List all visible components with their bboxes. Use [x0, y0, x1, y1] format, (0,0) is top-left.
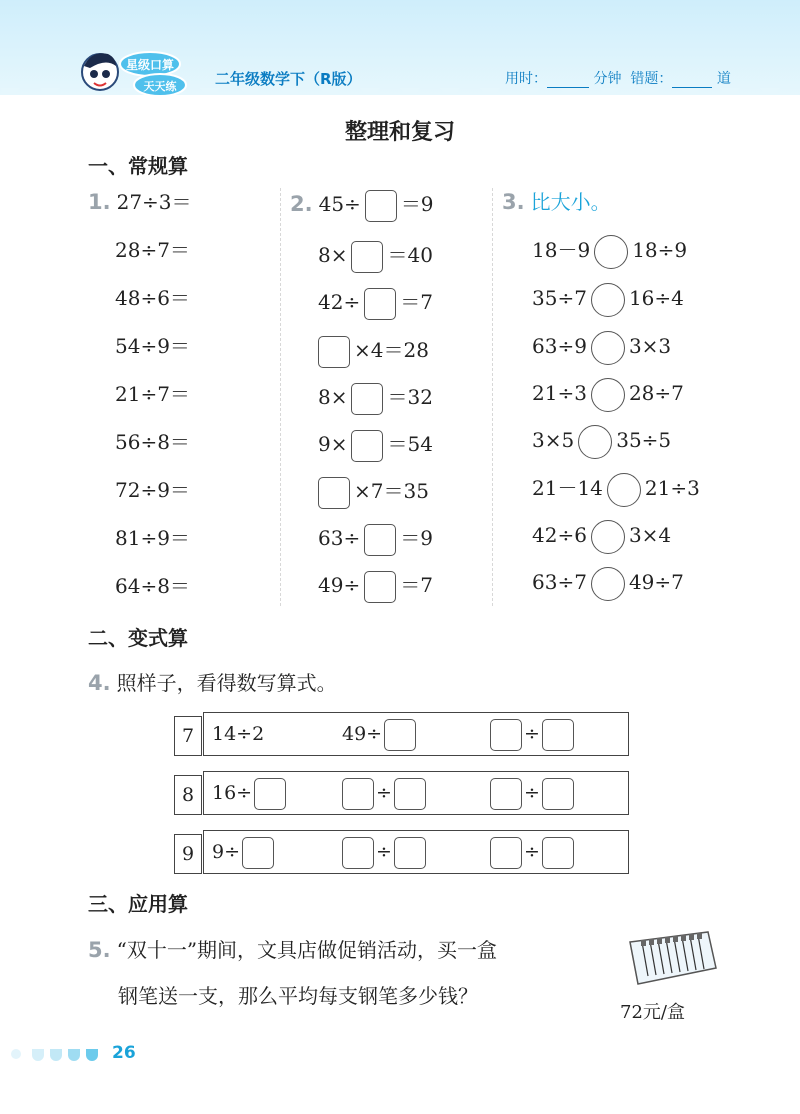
q3-left: 21－14	[532, 476, 603, 500]
answer-box[interactable]	[490, 837, 522, 869]
answer-box[interactable]	[394, 778, 426, 810]
time-label: 用时：	[505, 71, 547, 87]
q3-right: 16÷4	[628, 286, 684, 310]
q2-item	[318, 286, 433, 320]
q1-expression: 27÷3＝	[116, 190, 192, 214]
q4-pre: 49÷	[342, 723, 383, 745]
q3-item	[532, 377, 684, 412]
answer-box[interactable]	[365, 190, 397, 222]
compare-circle[interactable]	[591, 520, 625, 554]
q3-number: 3.	[502, 190, 525, 214]
logo-line1: 星级口算	[125, 58, 175, 72]
q1-item: 54÷9＝	[115, 334, 190, 358]
answer-box[interactable]	[542, 719, 574, 751]
count-label: 道	[716, 71, 731, 87]
q2-item	[318, 428, 433, 462]
q2-pre: 45÷	[318, 192, 361, 216]
pencil-box-icon	[624, 928, 720, 990]
q2-post: ＝9	[400, 192, 434, 216]
section2-title: 二、变式算	[88, 626, 188, 650]
q3-right: 3×3	[628, 334, 672, 358]
q1-item: 48÷6＝	[115, 286, 190, 310]
compare-circle[interactable]	[591, 567, 625, 601]
q2-item	[318, 569, 433, 603]
answer-box[interactable]	[384, 719, 416, 751]
compare-circle[interactable]	[594, 235, 628, 269]
q1-item: 56÷8＝	[115, 430, 190, 454]
errors-label: 错题：	[630, 71, 673, 87]
q3-right: 49÷7	[628, 570, 684, 594]
q3-item	[532, 424, 671, 459]
section3-title: 三、应用算	[88, 892, 188, 916]
q3-left: 35÷7	[532, 286, 587, 310]
q5-text-1: “双十一”期间，文具店做促销活动，买一盒	[116, 938, 498, 962]
q3-item	[532, 330, 671, 365]
q4-expression	[212, 776, 288, 810]
answer-box[interactable]	[342, 837, 374, 869]
q4-div-sign: ÷	[376, 841, 392, 863]
q2-item	[318, 522, 433, 556]
q4-row	[203, 712, 629, 756]
q3-item	[532, 234, 687, 269]
section1-title: 一、常规算	[88, 154, 188, 178]
q2-post: ＝9	[400, 526, 433, 550]
q4-expression	[342, 717, 418, 751]
q4-pre: 16÷	[212, 782, 253, 804]
q4-expression	[212, 835, 276, 869]
time-blank[interactable]	[547, 73, 589, 88]
q2-number: 2.	[290, 192, 313, 216]
page-title: 整理和复习	[344, 120, 455, 145]
price-label: 72元/盒	[620, 1002, 685, 1023]
q3-left: 42÷6	[532, 523, 587, 547]
q2-post: ＝40	[387, 243, 433, 267]
q1-item: 64÷8＝	[115, 574, 190, 598]
q1-item: 81÷9＝	[115, 526, 190, 550]
minutes-label: 分钟	[593, 71, 622, 87]
q4-result: 9	[174, 834, 202, 874]
usage-record	[505, 68, 731, 88]
errors-blank[interactable]	[672, 73, 712, 88]
answer-box[interactable]	[318, 336, 350, 368]
q2-pre: 42÷	[318, 290, 361, 314]
q4-result: 8	[174, 775, 202, 815]
q3-right: 18÷9	[632, 238, 688, 262]
q2-pre: 9×	[318, 432, 348, 456]
q3-heading	[502, 186, 611, 218]
q3-left: 21÷3	[532, 381, 587, 405]
q2-post: ×7＝35	[354, 479, 429, 503]
column-divider-1	[280, 188, 281, 606]
q2-item	[290, 188, 434, 222]
q4-pre: 9÷	[212, 841, 241, 863]
q4-expression	[488, 835, 576, 869]
q2-pre: 63÷	[318, 526, 361, 550]
answer-box[interactable]	[490, 778, 522, 810]
q4-div-sign: ÷	[524, 723, 540, 745]
answer-box[interactable]	[394, 837, 426, 869]
q3-right: 35÷5	[616, 428, 672, 452]
q5-line2: 钢笔送一支，那么平均每支钢笔多少钱？	[118, 984, 478, 1008]
q2-post: ×4＝28	[354, 338, 429, 362]
q2-post: ＝7	[400, 573, 433, 597]
q4-result: 7	[174, 716, 202, 756]
footer-decoration-icon	[10, 1046, 110, 1062]
q1-number: 1.	[88, 190, 111, 214]
q1-item: 28÷7＝	[115, 238, 190, 262]
q3-item	[532, 519, 671, 554]
answer-box[interactable]	[351, 383, 383, 415]
q3-left: 63÷9	[532, 334, 587, 358]
q4-expression	[340, 776, 428, 810]
compare-circle[interactable]	[591, 331, 625, 365]
answer-box[interactable]	[542, 837, 574, 869]
q2-post: ＝54	[387, 432, 433, 456]
q1-item: 72÷9＝	[115, 478, 190, 502]
q3-item	[532, 282, 684, 317]
answer-box[interactable]	[351, 241, 383, 273]
compare-circle[interactable]	[607, 473, 641, 507]
answer-box[interactable]	[242, 837, 274, 869]
q5-line1	[88, 934, 497, 963]
compare-circle[interactable]	[578, 425, 612, 459]
q4-expression	[340, 835, 428, 869]
mascot-logo-icon	[78, 48, 208, 100]
q4-example: 14÷2	[212, 723, 265, 745]
q4-row	[203, 771, 629, 815]
q1-item	[88, 186, 192, 218]
answer-box[interactable]	[351, 430, 383, 462]
q4-expression	[488, 776, 576, 810]
answer-box[interactable]	[364, 571, 396, 603]
q2-item	[314, 475, 429, 509]
compare-circle[interactable]	[591, 378, 625, 412]
q4-prompt: 照样子，看得数写算式。	[116, 671, 337, 695]
logo-line2: 天天练	[143, 80, 177, 93]
q3-item	[532, 472, 700, 507]
q1-item: 21÷7＝	[115, 382, 190, 406]
answer-box[interactable]	[542, 778, 574, 810]
q3-right: 3×4	[628, 523, 672, 547]
book-title: 二年级数学下（R版）	[215, 70, 362, 88]
q3-left: 63÷7	[532, 570, 587, 594]
answer-box[interactable]	[254, 778, 286, 810]
q4-div-sign: ÷	[376, 782, 392, 804]
q2-pre: 8×	[318, 243, 348, 267]
page-number: 26	[112, 1043, 136, 1063]
q2-pre: 8×	[318, 385, 348, 409]
q3-left: 18－9	[532, 238, 591, 262]
q2-item	[318, 239, 433, 273]
answer-box[interactable]	[364, 288, 396, 320]
q2-item	[314, 334, 429, 368]
q4-div-sign: ÷	[524, 841, 540, 863]
q2-item	[318, 381, 433, 415]
q3-left: 3×5	[532, 428, 575, 452]
q4-row	[203, 830, 629, 874]
answer-box[interactable]	[364, 524, 396, 556]
answer-box[interactable]	[342, 778, 374, 810]
q2-pre: 49÷	[318, 573, 361, 597]
q3-right: 28÷7	[628, 381, 684, 405]
answer-box[interactable]	[490, 719, 522, 751]
column-divider-2	[492, 188, 493, 606]
q3-right: 21÷3	[644, 476, 700, 500]
q5-number: 5.	[88, 938, 111, 962]
q4-div-sign: ÷	[524, 782, 540, 804]
q2-post: ＝7	[400, 290, 433, 314]
q4-heading	[88, 667, 337, 699]
answer-box[interactable]	[318, 477, 350, 509]
q2-post: ＝32	[387, 385, 433, 409]
compare-circle[interactable]	[591, 283, 625, 317]
q3-title: 比大小。	[530, 190, 611, 214]
q3-item	[532, 566, 684, 601]
q4-number: 4.	[88, 671, 111, 695]
q4-expression	[488, 717, 576, 751]
